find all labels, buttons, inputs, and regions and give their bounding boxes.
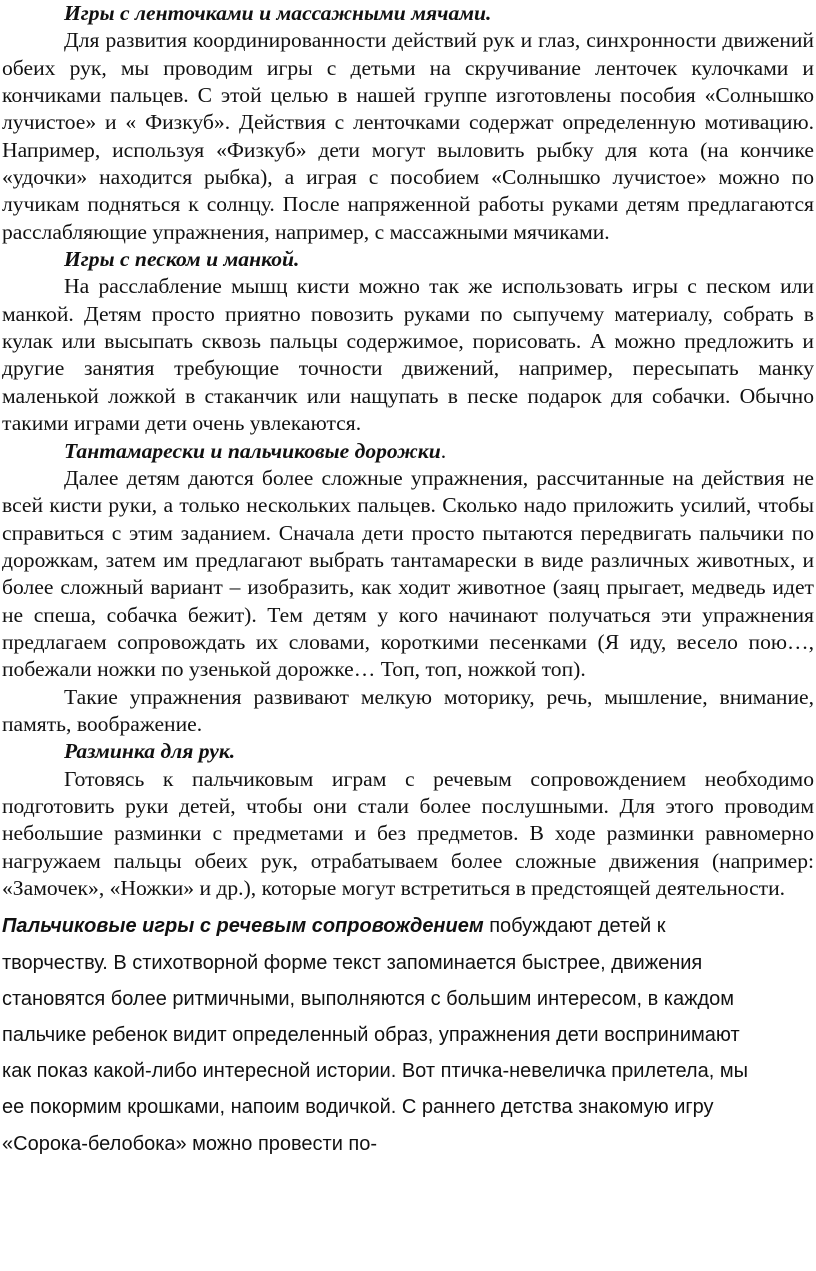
- section-paragraph: Далее детям даются более сложные упражнения, рассчитанные на действия не всей кисти руки, а только нескольких пальцев. Сколько надо приложить усилий, чтобы справиться с этим заданием. Сначала дети просто пытаются передвигать пальчики по дорожкам, затем им предлагают выбрать тантамарески в виде различных животных, и более сложный вариант – изобразить, как ходит животное (заяц прыгает, медведь идет не спеша, собачка бежит). Тем детям у кого начинают получаться эти упражнения предлагаем сопровождать их словами, короткими песенками (Я иду, весело пою…, побежали ножки по узенькой дорожке… Топ, топ, ножкой топ).: [2, 465, 814, 682]
- heading-text: Тантамарески и пальчиковые дорожки: [64, 438, 441, 463]
- section-heading-sand: [2, 246, 814, 273]
- main-text: [2, 0, 814, 902]
- section-paragraph: Такие упражнения развивают мелкую моторику, речь, мышление, внимание, память, воображение.: [2, 684, 814, 736]
- section-paragraph: На расслабление мышц кисти можно так же использовать игры с песком или манкой. Детям просто приятно повозить руками по сыпучему материалу, собрать в кулак или высыпать сквозь пальцы содержимое, порисовать. А можно предложить и другие занятия требующие точности движений, например, пересыпать манку маленькой ложкой в стаканчик или нащупать в песке подарок для собачки. Обычно такими играми дети очень увлекаются.: [2, 274, 814, 436]
- heading-tail: .: [440, 438, 447, 463]
- section-heading-ribbons: [2, 0, 814, 27]
- heading-text: Игры с ленточками и массажными мячами.: [64, 1, 492, 25]
- section-paragraph: Для развития координированности действий рук и глаз, синхронности движений обеих рук, мы проводим игры с детьми на скручивание ленточек кулочками и кончиками пальцев. С этой целью в нашей группе изготовлены пособия «Солнышко лучистое» и « Физкуб». Действия с ленточками содержат определенную мотивацию. Например, используя «Физкуб» дети могут выловить рыбку для кота (на кончике «удочки» находится рыбка), а играя с пособием «Солнышко лучистое» можно по лучикам подняться к солнцу. После напряженной работы руками детям предлагаются расслабляющие упражнения, например, с массажными мячиками.: [2, 28, 814, 244]
- closing-body: побуждают детей к творчеству. В стихотворной форме текст запоминается быстрее, движения становятся более ритмичными, выполняются с большим интересом, в каждом пальчике ребенок видит определенный образ, упражнения дети воспринимают как показ какой-либо интересной истории. Вот птичка-невеличка прилетела, мы ее покормим крошками, напоим водичкой. С раннего детства знакомую игру «Сорока-белобока» можно провести по-: [2, 915, 748, 1155]
- section-heading-warmup: [2, 738, 814, 765]
- heading-text: Разминка для рук.: [64, 739, 236, 764]
- heading-text: Игры с песком и манкой.: [64, 247, 300, 272]
- closing-paragraph: [2, 908, 774, 1161]
- closing-heading: Пальчиковые игры с речевым сопровождением: [2, 915, 484, 938]
- closing-text: [2, 908, 814, 1161]
- section-heading-tantamareski: [2, 438, 814, 465]
- section-paragraph: Готовясь к пальчиковым играм с речевым сопровождением необходимо подготовить руки детей, чтобы они стали более послушными. Для этого проводим небольшие разминки с предметами и без предметов. В ходе разминки равномерно нагружаем пальцы обеих рук, отрабатываем более сложные движения (например: «Замочек», «Ножки» и др.), которые могут встретиться в предстоящей деятельности.: [2, 766, 814, 900]
